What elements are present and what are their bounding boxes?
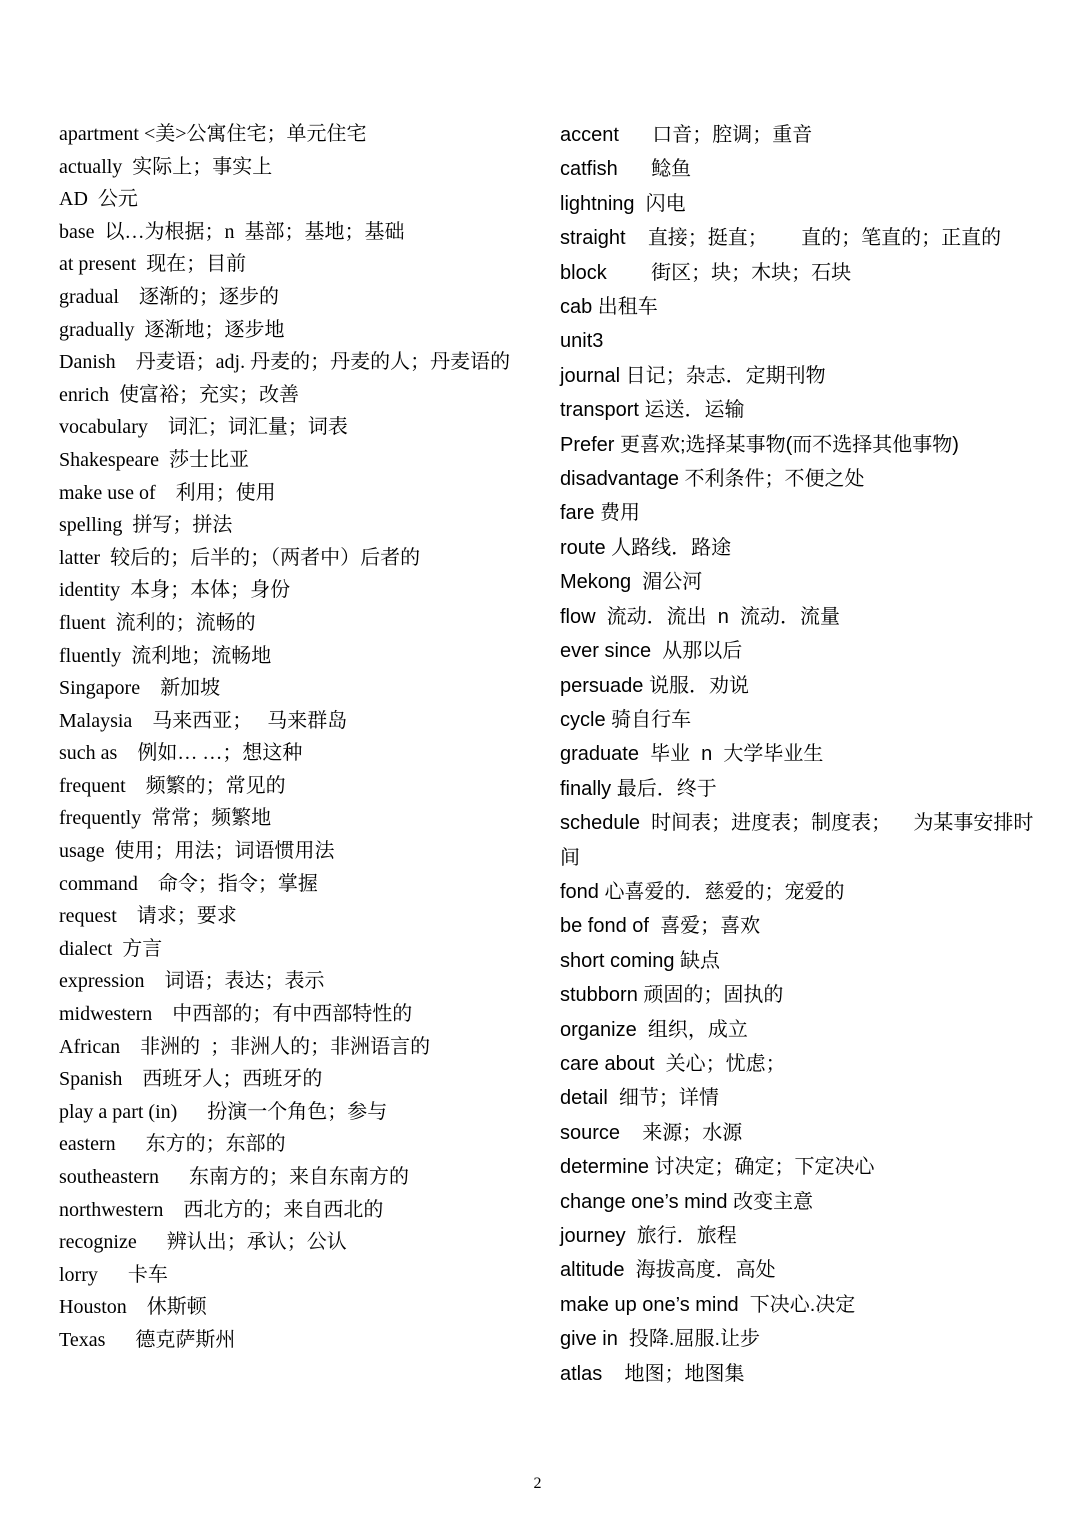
vocabulary-entry: gradual 逐渐的；逐步的 (59, 285, 279, 308)
vocabulary-entry: expression 词语；表达；表示 (59, 970, 325, 993)
vocabulary-entry: fluently 流利地；流畅地 (59, 644, 272, 667)
vocabulary-entry: fond 心喜爱的．慈爱的；宠爱的 (560, 880, 845, 903)
vocabulary-entry: care about 关心；忧虑； (560, 1052, 786, 1075)
vocabulary-entry: change one’s mind 改变主意 (560, 1190, 814, 1213)
left-vocabulary-column (59, 118, 529, 1357)
vocabulary-entry: Prefer 更喜欢;选择某事物(而不选择其他事物) (560, 433, 959, 456)
vocabulary-entry: journal 日记；杂志．定期刊物 (560, 364, 826, 387)
vocabulary-entry: altitude 海拔高度．高处 (560, 1259, 776, 1282)
vocabulary-entry: African 非洲的 ；非洲人的；非洲语言的 (59, 1035, 431, 1058)
vocabulary-entry: flow 流动．流出 n 流动．流量 (560, 605, 841, 628)
vocabulary-entry: make up one’s mind 下决心.决定 (560, 1293, 856, 1316)
vocabulary-entry: southeastern 东南方的；来自东南方的 (59, 1166, 409, 1188)
vocabulary-entry: accent 口音；腔调；重音 (560, 124, 813, 146)
vocabulary-entry: Houston 休斯顿 (59, 1296, 207, 1319)
vocabulary-entry: play a part (in) 扮演一个角色；参与 (59, 1100, 388, 1123)
right-vocabulary-column (560, 118, 1040, 1391)
vocabulary-entry: request 请求；要求 (59, 905, 237, 928)
vocabulary-entry: give in 投降.屈服.让步 (560, 1328, 761, 1351)
vocabulary-entry: northwestern 西北方的；来自西北的 (59, 1198, 384, 1221)
vocabulary-entry: block 街区；块；木块；石块 (560, 261, 852, 284)
vocabulary-entry: finally 最后．终于 (560, 777, 717, 800)
vocabulary-entry: Mekong 湄公河 (560, 571, 703, 594)
vocabulary-entry: spelling 拼写；拼法 (59, 514, 233, 537)
vocabulary-entry: Singapore 新加坡 (59, 677, 221, 700)
vocabulary-entry: enrich 使富裕；充实；改善 (59, 383, 299, 406)
vocabulary-entry: base 以…为根据；n 基部；基地；基础 (59, 220, 405, 243)
vocabulary-entry: cab 出租车 (560, 296, 658, 319)
vocabulary-entry: such as 例如… …；想这种 (59, 742, 303, 765)
vocabulary-entry: fluent 流利的；流畅的 (59, 611, 256, 634)
vocabulary-entry: disadvantage 不利条件；不便之处 (560, 468, 865, 491)
vocabulary-entry: cycle 骑自行车 (560, 708, 692, 731)
vocabulary-entry: graduate 毕业 n 大学毕业生 (560, 743, 824, 766)
vocabulary-entry: route 人路线．路途 (560, 536, 732, 559)
vocabulary-entry: AD 公元 (59, 188, 138, 211)
vocabulary-entry: gradually 逐渐地；逐步地 (59, 318, 285, 341)
vocabulary-entry: Shakespeare 莎士比亚 (59, 448, 249, 471)
vocabulary-entry: be fond of 喜爱；喜欢 (560, 915, 761, 938)
vocabulary-entry: lightning 闪电 (560, 192, 686, 215)
vocabulary-entry: apartment <美>公寓住宅；单元住宅 (59, 123, 367, 145)
vocabulary-entry: identity 本身；本体；身份 (59, 579, 291, 602)
vocabulary-entry: straight 直接；挺直； 直的；笔直的；正直的 (560, 227, 1002, 250)
vocabulary-entry: unit3 (560, 330, 604, 353)
vocabulary-entry: Spanish 西班牙人；西班牙的 (59, 1068, 323, 1091)
vocabulary-entry: lorry 卡车 (59, 1263, 168, 1286)
page-number: 2 (533, 1475, 542, 1492)
vocabulary-entry: frequent 频繁的；常见的 (59, 774, 286, 797)
vocabulary-entry: frequently 常常；频繁地 (59, 807, 272, 830)
vocabulary-entry: at present 现在；目前 (59, 253, 247, 276)
vocabulary-entry: latter 较后的；后半的；（两者中）后者的 (59, 546, 421, 569)
vocabulary-entry: detail 细节；详情 (560, 1087, 719, 1110)
vocabulary-entry: vocabulary 词汇；词汇量；词表 (59, 416, 348, 439)
vocabulary-entry: Texas 德克萨斯州 (59, 1328, 236, 1351)
vocabulary-entry: actually 实际上；事实上 (59, 155, 273, 178)
vocabulary-entry: ever since 从那以后 (560, 640, 743, 663)
vocabulary-entry: eastern 东方的；东部的 (59, 1133, 286, 1156)
vocabulary-entry: atlas 地图；地图集 (560, 1362, 745, 1385)
vocabulary-entry: transport 运送．运输 (560, 399, 745, 422)
vocabulary-entry: usage 使用；用法；词语惯用法 (59, 840, 335, 863)
vocabulary-entry: persuade 说服．劝说 (560, 674, 749, 697)
vocabulary-entry: catfish 鲶鱼 (560, 158, 692, 181)
vocabulary-entry: recognize 辨认出；承认；公认 (59, 1231, 347, 1254)
vocabulary-entry: Danish 丹麦语；adj. 丹麦的；丹麦的人；丹麦语的 (59, 351, 511, 374)
vocabulary-entry: determine 讨决定；确定；下定决心 (560, 1156, 875, 1179)
vocabulary-entry: organize 组织，成立 (560, 1018, 748, 1041)
vocabulary-entry: make use of 利用；使用 (59, 481, 276, 504)
vocabulary-entry: Malaysia 马来西亚； 马来群岛 (59, 709, 348, 732)
vocabulary-entry: command 命令；指令；掌握 (59, 872, 318, 895)
vocabulary-entry: schedule 时间表；进度表；制度表； 为某事安排时间 (560, 812, 1034, 869)
vocabulary-entry: fare 费用 (560, 502, 641, 525)
vocabulary-entry: stubborn 顽固的；固执的 (560, 984, 784, 1007)
vocabulary-entry: midwestern 中西部的；有中西部特性的 (59, 1003, 413, 1026)
vocabulary-entry: journey 旅行．旅程 (560, 1225, 737, 1247)
vocabulary-entry: dialect 方言 (59, 937, 163, 960)
vocabulary-entry: short coming 缺点 (560, 949, 721, 972)
vocabulary-entry: source 来源；水源 (560, 1121, 743, 1144)
